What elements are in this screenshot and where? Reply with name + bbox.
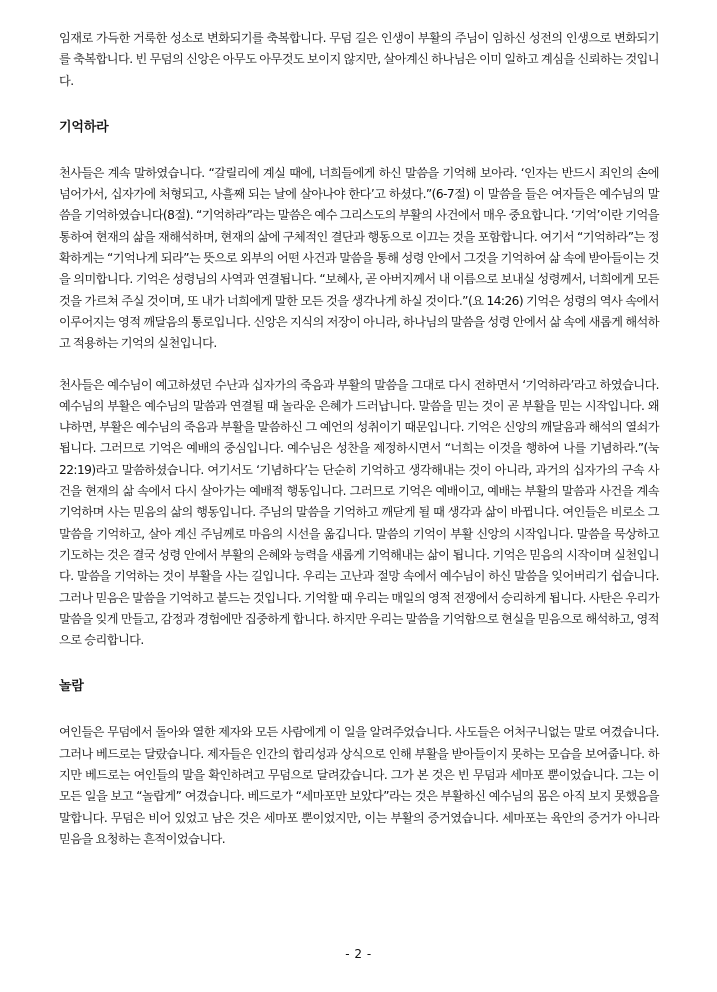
spacer — [59, 138, 659, 163]
section-heading-amazement: 놀람 — [59, 679, 84, 695]
spacer — [59, 651, 659, 677]
page-number: - 2 - — [345, 947, 372, 961]
spacer — [59, 697, 659, 722]
spacer — [59, 355, 659, 375]
section-heading-remember: 기억하라 — [59, 119, 109, 135]
amazement-paragraph-1: 여인들은 무덤에서 돌아와 열한 제자와 모든 사람에게 이 일을 알려주었습니다. 사도들은 어처구니없는 말로 여겼습니다. 그러나 베드로는 달랐습니다. 제자들은 인간의 합리성과 상식으로 인해 부활을 받아들이지 못하는 모습을 보여줍니다. 하지만 베드로는 여인들의 말을 확인하려고 무덤으로 달려갔습니다. 그가 본 것은 빈 무덤과 세마포 뿐이었습니다. 그는 이 모든 일을 보고 “놀랍게” 여겼습니다. 베드로가 “세마포만 보았다”라는 것은 부활하신 예수님의 몸은 아직 보지 못했음을 말합니다. 무덤은 비어 있었고 남은 것은 세마포 뿐이었지만, 이는 부활의 증거였습니다. 세마포는 육안의 증거가 아니라 믿음을 요청하는 흔적이었습니다. — [59, 725, 659, 846]
intro-paragraph: 임재로 가득한 거룩한 성소로 변화되기를 축복합니다. 무덤 길은 인생이 부활의 주님이 임하신 성전의 인생으로 변화되기를 축복합니다. 빈 무덤의 신앙은 아무도 아무것도 보이지 않지만, 살아계신 하나님은 이미 일하고 계심을 신뢰하는 것입니다. — [59, 31, 659, 88]
document-body — [59, 28, 659, 850]
spacer — [59, 92, 659, 118]
remember-paragraph-1: 천사들은 계속 말하였습니다. “갈릴리에 계실 때에, 너희들에게 하신 말씀을 기억해 보아라. ‘인자는 반드시 죄인의 손에 넘어가서, 십자가에 처형되고, 사흘째 되는 날에 살아나야 한다’고 하셨다.”(6-7절) 이 말씀을 들은 여자들은 예수님의 말씀을 기억하였습니다(8절). “기억하라”라는 말씀은 예수 그리스도의 부활의 사건에서 매우 중요합니다. ‘기억’이란 기억을 통하여 현재의 삶을 재해석하며, 현재의 삶에 구체적인 결단과 행동으로 이끄는 것을 포함합니다. 여기서 “기억하라”는 정확하게는 “기억나게 되라”는 뜻으로 외부의 어떤 사건과 말씀을 통해 성령 안에서 그것을 기억하여 삶 속에 받아들이는 것을 의미합니다. 기억은 성령님의 사역과 연결됩니다. “보혜사, 곧 아버지께서 내 이름으로 보내실 성령께서, 너희에게 모든 것을 가르쳐 주실 것이며, 또 내가 너희에게 말한 모든 것을 생각나게 하실 것이다.”(요 14:26) 기억은 성령의 역사 속에서 이루어지는 영적 깨달음의 통로입니다. 신앙은 지식의 저장이 아니라, 하나님의 말씀을 성령 안에서 삶 속에 새롭게 해석하고 적용하는 기억의 실천입니다. — [59, 165, 659, 351]
remember-paragraph-2: 천사들은 예수님이 예고하셨던 수난과 십자가의 죽음과 부활의 말씀을 그대로 다시 전하면서 ‘기억하라’라고 하였습니다. 예수님의 부활은 예수님의 말씀과 연결될 때 놀라운 은혜가 드러납니다. 말씀을 믿는 것이 곧 부활을 믿는 시작입니다. 왜냐하면, 부활은 예수님의 죽음과 부활을 말씀하신 그 예언의 성취이기 때문입니다. 기억은 신앙의 깨달음과 해석의 열쇠가 됩니다. 그러므로 기억은 예배의 중심입니다. 예수님은 성찬을 제정하시면서 “너희는 이것을 행하여 나를 기념하라.”(눅 22:19)라고 말씀하셨습니다. 여기서도 ‘기념하다’는 단순히 기억하고 생각해내는 것이 아니라, 과거의 십자가의 구속 사건을 현재의 삶 속에서 다시 살아가는 예배적 행동입니다. 그러므로 기억은 예배이고, 예배는 부활의 말씀과 사건을 계속 기억하며 사는 믿음의 삶의 행동입니다. 주님의 말씀을 기억하고 깨닫게 될 때 생각과 삶이 바뀝니다. 여인들은 비로소 그 말씀을 기억하고, 살아 계신 주님께로 마음의 시선을 옮깁니다. 말씀의 기억이 부활 신앙의 시작입니다. 말씀을 묵상하고 기도하는 것은 결국 성령 안에서 부활의 은혜와 능력을 새롭게 기억해내는 삶이 됩니다. 기억은 믿음의 시작이며 실천입니다. 말씀을 기억하는 것이 부활을 사는 길입니다. 우리는 고난과 절망 속에서 예수님이 하신 말씀을 잊어버리기 쉽습니다. 그러나 믿음은 말씀을 기억하고 붙드는 것입니다. 기억할 때 우리는 매일의 영적 전쟁에서 승리하게 됩니다. 사탄은 우리가 말씀을 잊게 만들고, 감정과 경험에만 집중하게 합니다. 하지만 우리는 말씀을 기억함으로 현실을 믿음으로 해석하고, 영적으로 승리합니다. — [59, 377, 659, 648]
